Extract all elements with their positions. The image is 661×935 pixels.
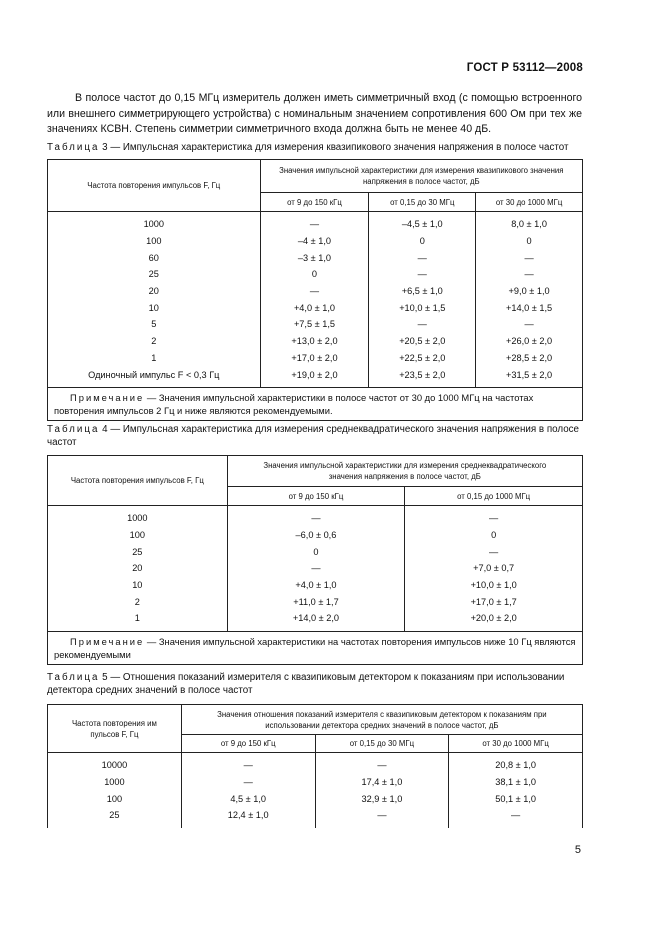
value-cell: — — [369, 316, 476, 333]
table5-subcol: от 30 до 1000 МГц — [449, 735, 583, 753]
table4-group-text: Значения импульсной характеристики для измерения среднеквадратического значения напряжения в полосе частот, дБ — [263, 461, 547, 481]
row-frequency-cell: 2 — [48, 593, 228, 610]
table3-group-text: Значения импульсной характеристики для измерения квазипикового значения напряжения в полосе частот, дБ — [279, 166, 564, 186]
table3-subcol: от 9 до 150 кГц — [260, 193, 369, 212]
value-cell: 20,8 ± 1,0 — [449, 753, 583, 774]
row-frequency-cell: 2 — [48, 333, 261, 350]
value-cell: +10,0 ± 1,0 — [405, 577, 583, 594]
value-cell: 8,0 ± 1,0 — [476, 212, 583, 233]
value-cell: — — [260, 212, 369, 233]
value-cell: 0 — [369, 233, 476, 250]
table3-body — [48, 212, 583, 388]
table3-caption — [47, 141, 583, 154]
table3-subcol: от 30 до 1000 МГц — [476, 193, 583, 212]
row-frequency-cell: Одиночный импульс F < 0,3 Гц — [48, 366, 261, 387]
table3-subcol: от 0,15 до 30 МГц — [369, 193, 476, 212]
table-row — [48, 333, 583, 350]
row-frequency-cell: 25 — [48, 807, 182, 828]
table5-caption — [47, 671, 583, 697]
table4-body — [48, 506, 583, 632]
value-cell: +31,5 ± 2,0 — [476, 366, 583, 387]
value-cell: — — [260, 283, 369, 300]
table3-group-header — [260, 160, 582, 193]
row-frequency-cell: 10 — [48, 299, 261, 316]
value-cell: +26,0 ± 2,0 — [476, 333, 583, 350]
table4-note — [48, 631, 583, 664]
value-cell: +17,0 ± 2,0 — [260, 350, 369, 367]
row-frequency-cell: 20 — [48, 560, 228, 577]
table5 — [47, 704, 583, 828]
value-cell: 0 — [227, 543, 405, 560]
table-row — [48, 807, 583, 828]
table4-label: Таблица — [47, 424, 100, 435]
table5-group-text: Значения отношения показаний измерителя с квазипиковым детектором к показаниям при использовании детектора средних значений в полосе частот, дБ — [217, 709, 547, 730]
value-cell: –6,0 ± 0,6 — [227, 527, 405, 544]
row-frequency-cell: 60 — [48, 249, 261, 266]
table-row — [48, 577, 583, 594]
value-cell: +14,0 ± 2,0 — [227, 610, 405, 631]
value-cell: 0 — [405, 527, 583, 544]
value-cell: — — [181, 774, 315, 791]
value-cell: +23,5 ± 2,0 — [369, 366, 476, 387]
value-cell: 38,1 ± 1,0 — [449, 774, 583, 791]
table-row — [48, 506, 583, 527]
table4-subcol: от 9 до 150 кГц — [227, 487, 405, 506]
table4-subcol: от 0,15 до 1000 МГц — [405, 487, 583, 506]
value-cell: +4,0 ± 1,0 — [227, 577, 405, 594]
table-row — [48, 266, 583, 283]
row-frequency-cell: 100 — [48, 527, 228, 544]
value-cell: +28,5 ± 2,0 — [476, 350, 583, 367]
row-frequency-cell: 1000 — [48, 212, 261, 233]
value-cell: +17,0 ± 1,7 — [405, 593, 583, 610]
table3-note-label: Примечание — [70, 391, 145, 403]
table-row — [48, 316, 583, 333]
value-cell: — — [181, 753, 315, 774]
value-cell: — — [476, 266, 583, 283]
table3-note — [48, 387, 583, 420]
intro-paragraph — [47, 91, 582, 138]
value-cell: –4,5 ± 1,0 — [369, 212, 476, 233]
table-row — [48, 560, 583, 577]
value-cell: +10,0 ± 1,5 — [369, 299, 476, 316]
row-frequency-cell: 5 — [48, 316, 261, 333]
value-cell: +14,0 ± 1,5 — [476, 299, 583, 316]
table5-body — [48, 753, 583, 828]
table4-col1-text: Частота повторения импульсов F, Гц — [70, 476, 204, 485]
table5-subcol: от 0,15 до 30 МГц — [315, 735, 449, 753]
table3-col1-header — [48, 160, 261, 212]
value-cell: — — [449, 807, 583, 828]
table4-note-text: — Значения импульсной характеристики на частотах повторения импульсов ниже 10 Гц являются рекомендуемыми — [54, 635, 576, 660]
row-frequency-cell: 20 — [48, 283, 261, 300]
table5-subcol: от 9 до 150 кГц — [181, 735, 315, 753]
table-row — [48, 593, 583, 610]
value-cell: 17,4 ± 1,0 — [315, 774, 449, 791]
value-cell: 4,5 ± 1,0 — [181, 790, 315, 807]
intro-text: В полосе частот до 0,15 МГц измеритель должен иметь симметричный вход (с помощью встроенного или внешнего симметрирующего устройства) с номинальным значением сопротивления 600 Ом при тех же значениях КСВН. Степень симметрии симметричного входа должна быть не менее 40 дБ. — [47, 92, 582, 135]
value-cell: — — [476, 249, 583, 266]
table-row — [48, 774, 583, 791]
row-frequency-cell: 1000 — [48, 774, 182, 791]
table5-caption-text: 5 — Отношения показаний измерителя с квазипиковым детектором к показаниям при использовании детектора средних значений в полосе частот — [47, 672, 565, 696]
value-cell: +7,0 ± 0,7 — [405, 560, 583, 577]
value-cell: +7,5 ± 1,5 — [260, 316, 369, 333]
table-row — [48, 753, 583, 774]
value-cell: +6,5 ± 1,0 — [369, 283, 476, 300]
value-cell: 50,1 ± 1,0 — [449, 790, 583, 807]
table-row — [48, 350, 583, 367]
table3-note-text: — Значения импульсной характеристики в полосе частот от 30 до 1000 МГц на частотах повторения импульсов 2 Гц и ниже являются рекомендуемыми. — [54, 391, 534, 416]
value-cell: +19,0 ± 2,0 — [260, 366, 369, 387]
value-cell: –4 ± 1,0 — [260, 233, 369, 250]
table3-caption-text: 3 — Импульсная характеристика для измерения квазипикового значения напряжения в полосе частот — [99, 142, 569, 153]
table5-label: Таблица — [47, 672, 100, 683]
value-cell: — — [369, 266, 476, 283]
table-row — [48, 366, 583, 387]
table-row — [48, 283, 583, 300]
value-cell: 32,9 ± 1,0 — [315, 790, 449, 807]
table-row — [48, 610, 583, 631]
row-frequency-cell: 100 — [48, 233, 261, 250]
value-cell: +4,0 ± 1,0 — [260, 299, 369, 316]
table4-caption — [47, 423, 583, 449]
value-cell: — — [476, 316, 583, 333]
value-cell: –3 ± 1,0 — [260, 249, 369, 266]
table-row — [48, 233, 583, 250]
row-frequency-cell: 25 — [48, 266, 261, 283]
table4 — [47, 455, 583, 665]
value-cell: +13,0 ± 2,0 — [260, 333, 369, 350]
value-cell: +11,0 ± 1,7 — [227, 593, 405, 610]
table-row — [48, 790, 583, 807]
table-row — [48, 212, 583, 233]
value-cell: — — [227, 560, 405, 577]
table-row — [48, 299, 583, 316]
table3-col1-text: Частота повторения импульсов F, Гц — [87, 181, 221, 190]
value-cell: +22,5 ± 2,0 — [369, 350, 476, 367]
value-cell: — — [315, 807, 449, 828]
table5-col1-header — [48, 705, 182, 753]
value-cell: 0 — [260, 266, 369, 283]
table3-label: Таблица — [47, 142, 100, 153]
value-cell: +20,0 ± 2,0 — [405, 610, 583, 631]
table4-col1-header — [48, 456, 228, 506]
table5-group-header — [181, 705, 582, 735]
table-row — [48, 527, 583, 544]
table-row — [48, 543, 583, 560]
value-cell: — — [315, 753, 449, 774]
value-cell: +20,5 ± 2,0 — [369, 333, 476, 350]
row-frequency-cell: 1000 — [48, 506, 228, 527]
value-cell: — — [369, 249, 476, 266]
row-frequency-cell: 100 — [48, 790, 182, 807]
table3 — [47, 159, 583, 421]
value-cell: +9,0 ± 1,0 — [476, 283, 583, 300]
value-cell: 0 — [476, 233, 583, 250]
row-frequency-cell: 25 — [48, 543, 228, 560]
row-frequency-cell: 1 — [48, 350, 261, 367]
table-row — [48, 249, 583, 266]
value-cell: — — [405, 506, 583, 527]
value-cell: — — [227, 506, 405, 527]
row-frequency-cell: 1 — [48, 610, 228, 631]
table4-group-header — [227, 456, 582, 487]
document-id: ГОСТ Р 53112—2008 — [466, 62, 583, 74]
value-cell: 12,4 ± 1,0 — [181, 807, 315, 828]
value-cell: — — [405, 543, 583, 560]
table5-col1-text: Частота повторения им пульсов F, Гц — [71, 718, 157, 739]
row-frequency-cell: 10 — [48, 577, 228, 594]
page-number: 5 — [574, 844, 581, 856]
row-frequency-cell: 10000 — [48, 753, 182, 774]
table4-note-label: Примечание — [70, 635, 145, 647]
table4-caption-text: 4 — Импульсная характеристика для измерения среднеквадратического значения напряжения в полосе частот — [47, 424, 579, 448]
